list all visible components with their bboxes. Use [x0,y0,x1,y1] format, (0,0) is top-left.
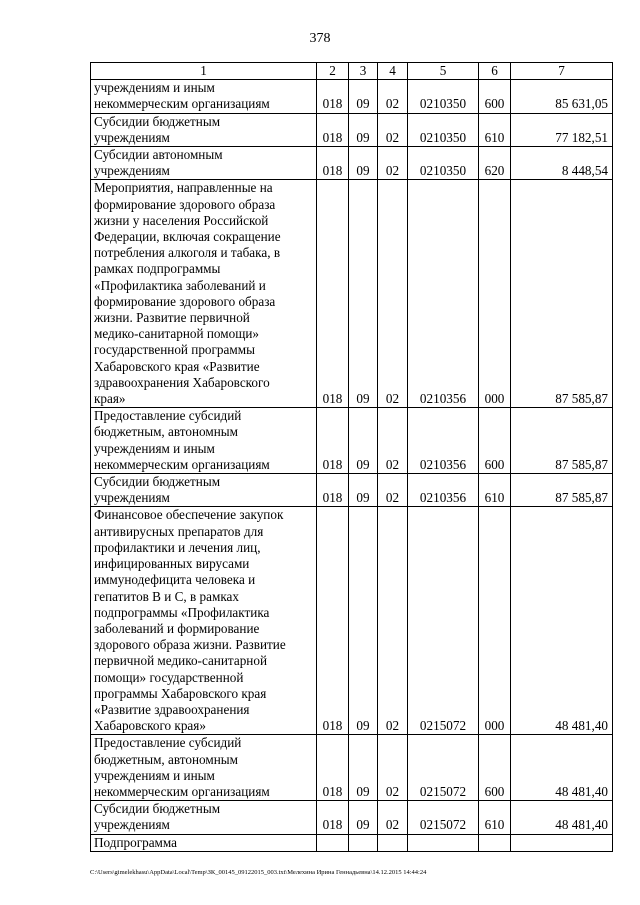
amount-cell: 87 585,87 [511,408,613,474]
row-name-line: Хабаровского края» [94,718,206,734]
row-name-line: учреждениям и иным [94,440,215,456]
expense-type-cell: 000 [479,180,511,408]
row-name-line: первичной медико-санитарной [94,653,268,669]
row-name-line: «Профилактика заболеваний и [94,277,266,293]
row-name-line: Субсидии бюджетным [94,801,221,817]
row-name-line: профилактики и лечения лиц, [94,539,261,555]
ministry-code-cell: 018 [317,113,349,146]
table-row [91,801,613,834]
ministry-code-cell: 018 [317,735,349,801]
page-number: 378 [309,31,331,46]
row-name-cell [91,408,317,474]
subsection-code-cell: 02 [378,180,408,408]
header-col-5: 5 [408,63,479,80]
amount-cell: 77 182,51 [511,113,613,146]
table-header-row [91,63,613,80]
ministry-code-cell: 018 [317,507,349,735]
row-name-cell [91,735,317,801]
row-name-line: некоммерческим организациям [94,456,270,472]
subsection-code-cell: 02 [378,801,408,834]
row-name-line: гепатитов В и С, в рамках [94,588,239,604]
row-name-line: учреждениям и иным [94,80,215,96]
header-col-7: 7 [511,63,613,80]
expense-type-cell: 600 [479,735,511,801]
row-name-line: помощи» государственной [94,669,244,685]
ministry-code-cell: 018 [317,147,349,180]
subsection-code-cell: 02 [378,147,408,180]
row-name-line: инфицированных вирусами [94,556,250,572]
table-row [91,180,613,408]
amount-cell: 8 448,54 [511,147,613,180]
section-code-cell [349,834,378,851]
row-name-line: Субсидии бюджетным [94,474,221,490]
row-name-line: Субсидии бюджетным [94,113,221,129]
ministry-code-cell [317,834,349,851]
section-code-cell: 09 [349,80,378,113]
header-col-6: 6 [479,63,511,80]
row-name-line: Подпрограмма [94,834,178,850]
expense-type-cell: 610 [479,474,511,507]
expense-type-cell [479,834,511,851]
row-name-line: подпрограммы «Профилактика [94,604,270,620]
amount-cell: 48 481,40 [511,735,613,801]
row-name-line: «Развитие здравоохранения [94,701,250,717]
row-name-line: бюджетным, автономным [94,751,238,767]
row-name-line: Федерации, включая сокращение [94,229,281,245]
subsection-code-cell: 02 [378,474,408,507]
section-code-cell: 09 [349,735,378,801]
amount-cell: 87 585,87 [511,180,613,408]
expense-type-cell: 600 [479,408,511,474]
header-col-2: 2 [317,63,349,80]
section-code-cell: 09 [349,113,378,146]
subsection-code-cell: 02 [378,113,408,146]
row-name-cell [91,113,317,146]
expense-type-cell: 620 [479,147,511,180]
ministry-code-cell: 018 [317,801,349,834]
table-row [91,147,613,180]
section-code-cell: 09 [349,147,378,180]
expense-type-cell: 610 [479,801,511,834]
row-name-line: Финансовое обеспечение закупок [94,507,284,523]
row-name-line: бюджетным, автономным [94,424,238,440]
row-name-line: некоммерческим организациям [94,96,270,112]
header-col-3: 3 [349,63,378,80]
row-name-line: здравоохранения Хабаровского [94,374,270,390]
amount-cell: 48 481,40 [511,507,613,735]
amount-cell [511,834,613,851]
row-name-line: учреждениям [94,817,170,833]
section-code-cell: 09 [349,507,378,735]
amount-cell: 48 481,40 [511,801,613,834]
ministry-code-cell: 018 [317,80,349,113]
budget-table [90,62,613,852]
table-row [91,408,613,474]
row-name-line: заболеваний и формирование [94,620,260,636]
subsection-code-cell: 02 [378,507,408,735]
target-article-cell [408,834,479,851]
target-article-cell: 0215072 [408,507,479,735]
row-name-line: иммунодефицита человека и [94,572,256,588]
row-name-line: Предоставление субсидий [94,735,242,751]
subsection-code-cell: 02 [378,80,408,113]
section-code-cell: 09 [349,180,378,408]
row-name-line: учреждениям [94,490,170,506]
subsection-code-cell [378,834,408,851]
section-code-cell: 09 [349,801,378,834]
row-name-line: учреждениям и иным [94,767,215,783]
ministry-code-cell: 018 [317,474,349,507]
section-code-cell: 09 [349,474,378,507]
row-name-line: формирование здорового образа [94,196,276,212]
expense-type-cell: 610 [479,113,511,146]
table-row [91,113,613,146]
row-name-line: Хабаровского края «Развитие [94,358,260,374]
expense-type-cell: 600 [479,80,511,113]
target-article-cell: 0210356 [408,180,479,408]
row-name-line: жизни. Развитие первичной [94,310,250,326]
row-name-line: Субсидии автономным [94,147,223,163]
row-name-line: Мероприятия, направленные на [94,180,273,196]
target-article-cell: 0210350 [408,147,479,180]
target-article-cell: 0210356 [408,408,479,474]
row-name-cell [91,507,317,735]
header-col-1: 1 [91,63,317,80]
row-name-line: учреждениям [94,163,170,179]
expense-type-cell: 000 [479,507,511,735]
row-name-line: здорового образа жизни. Развитие [94,637,286,653]
row-name-line: программы Хабаровского края [94,685,267,701]
header-col-4: 4 [378,63,408,80]
amount-cell: 85 631,05 [511,80,613,113]
row-name-line: рамках подпрограммы [94,261,221,277]
target-article-cell: 0210356 [408,474,479,507]
row-name-cell [91,474,317,507]
row-name-line: Предоставление субсидий [94,408,242,424]
row-name-line: формирование здорового образа [94,293,276,309]
row-name-line: антивирусных препаратов для [94,523,264,539]
subsection-code-cell: 02 [378,408,408,474]
ministry-code-cell: 018 [317,180,349,408]
row-name-line: медико-санитарной помощи» [94,326,260,342]
target-article-cell: 0215072 [408,801,479,834]
ministry-code-cell: 018 [317,408,349,474]
target-article-cell: 0215072 [408,735,479,801]
row-name-cell [91,834,317,851]
row-name-line: жизни у населения Российской [94,212,269,228]
file-path-footer: C:\Users\gimelekhasu\AppData\Local\Temp\ЗК_00145_09122015_003.txt\Мелехина Ирина Геннадьевна\14.12.2015 14:44:24 [90,869,427,876]
target-article-cell: 0210350 [408,80,479,113]
subsection-code-cell: 02 [378,735,408,801]
table-row [91,474,613,507]
table-row [91,507,613,735]
row-name-line: потребления алкоголя и табака, в [94,245,281,261]
row-name-line: края» [94,391,126,407]
target-article-cell: 0210350 [408,113,479,146]
row-name-cell [91,80,317,113]
section-code-cell: 09 [349,408,378,474]
row-name-line: некоммерческим организациям [94,783,270,799]
table-row [91,80,613,113]
table-row [91,834,613,851]
row-name-cell [91,147,317,180]
row-name-cell [91,180,317,408]
amount-cell: 87 585,87 [511,474,613,507]
row-name-line: учреждениям [94,129,170,145]
table-row [91,735,613,801]
row-name-line: государственной программы [94,342,255,358]
row-name-cell [91,801,317,834]
